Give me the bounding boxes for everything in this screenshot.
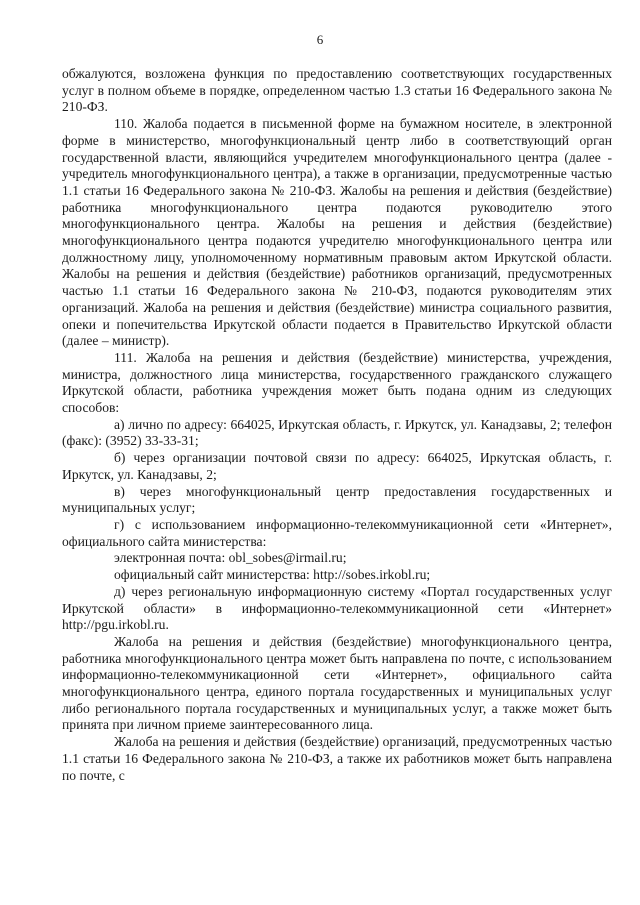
email-line: электронная почта: obl_sobes@irmail.ru; [114, 550, 347, 566]
list-item-b: б) через организации почтовой связи по адресу: 664025, Иркутская область, г. Иркутск, ул. Канадзавы, 2; [62, 450, 612, 482]
paragraph-110: 110. Жалоба подается в письменной форме на бумажном носителе, в электронной форме в министерство, многофункциональный центр либо в соответствующий орган государственной власти, являющийся учредителем многофункционального центра (далее - учредитель многофункционального центра), а также в организации, предусмотренные частью 1.1 статьи 16 Федерального закона № 210-ФЗ. Жалобы на решения и действия (бездействие) работника многофункционального центра подаются руководителю этого многофункционального центра. Жалобы на решения и действия (бездействие) многофункционального центра подаются учредителю многофункционального центра или должностному лицу, уполномоченному нормативным правовым актом Иркутской области. Жалобы на решения и действия (бездействие) работников организаций, предусмотренных частью 1.1 статьи 16 Федерального закона № 210-ФЗ, подаются руководителям этих организаций. Жалоба на решения и действия (бездействие) министра социального развития, опеки и попечительства Иркутской области подается в Правительство Иркутской области (далее – министр). [62, 116, 612, 349]
paragraph-mfc-complaint: Жалоба на решения и действия (бездействие) многофункционального центра, работника многофункционального центра может быть направлена по почте, с использованием информационно-телекоммуникационной сети «Интернет», официального сайта многофункционального центра, единого портала государственных и муниципальных услуг либо регионального портала государственных и муниципальных услуг, а также может быть принята при личном приеме заинтересованного лица. [62, 633, 612, 733]
list-item-d: д) через региональную информационную систему «Портал государственных услуг Иркутской области» в информационно-телекоммуникационной сети «Интернет» http://pgu.irkobl.ru. [62, 583, 612, 633]
paragraph-continuation: обжалуются, возложена функция по предоставлению соответствующих государственных услуг в полном объеме в порядке, определенном частью 1.3 статьи 16 Федерального закона № 210-ФЗ. [62, 66, 612, 115]
website-line: официальный сайт министерства: http://sobes.irkobl.ru; [114, 567, 431, 583]
list-item-v: в) через многофункциональный центр предоставления государственных и муниципальных услуг; [62, 483, 612, 516]
list-item-a: а) лично по адресу: 664025, Иркутская область, г. Иркутск, ул. Канадзавы, 2; телефон (факс): (3952) 33-33-31; [62, 416, 612, 449]
page-number: 6 [316, 32, 324, 47]
list-item-g: г) с использованием информационно-телекоммуникационной сети «Интернет», официального сайта министерства: [62, 516, 612, 549]
paragraph-organizations-complaint: Жалоба на решения и действия (бездействие) организаций, предусмотренных частью 1.1 статьи 16 Федерального закона № 210-ФЗ, а также их работников может быть направлена по почте, с [62, 734, 612, 783]
paragraph-111: 111. Жалоба на решения и действия (бездействие) министерства, учреждения, министра, должностного лица министерства, государственного гражданского служащего Иркутской области, работника учреждения может быть подана одним из следующих способов: [62, 349, 612, 416]
document-body [62, 66, 612, 784]
